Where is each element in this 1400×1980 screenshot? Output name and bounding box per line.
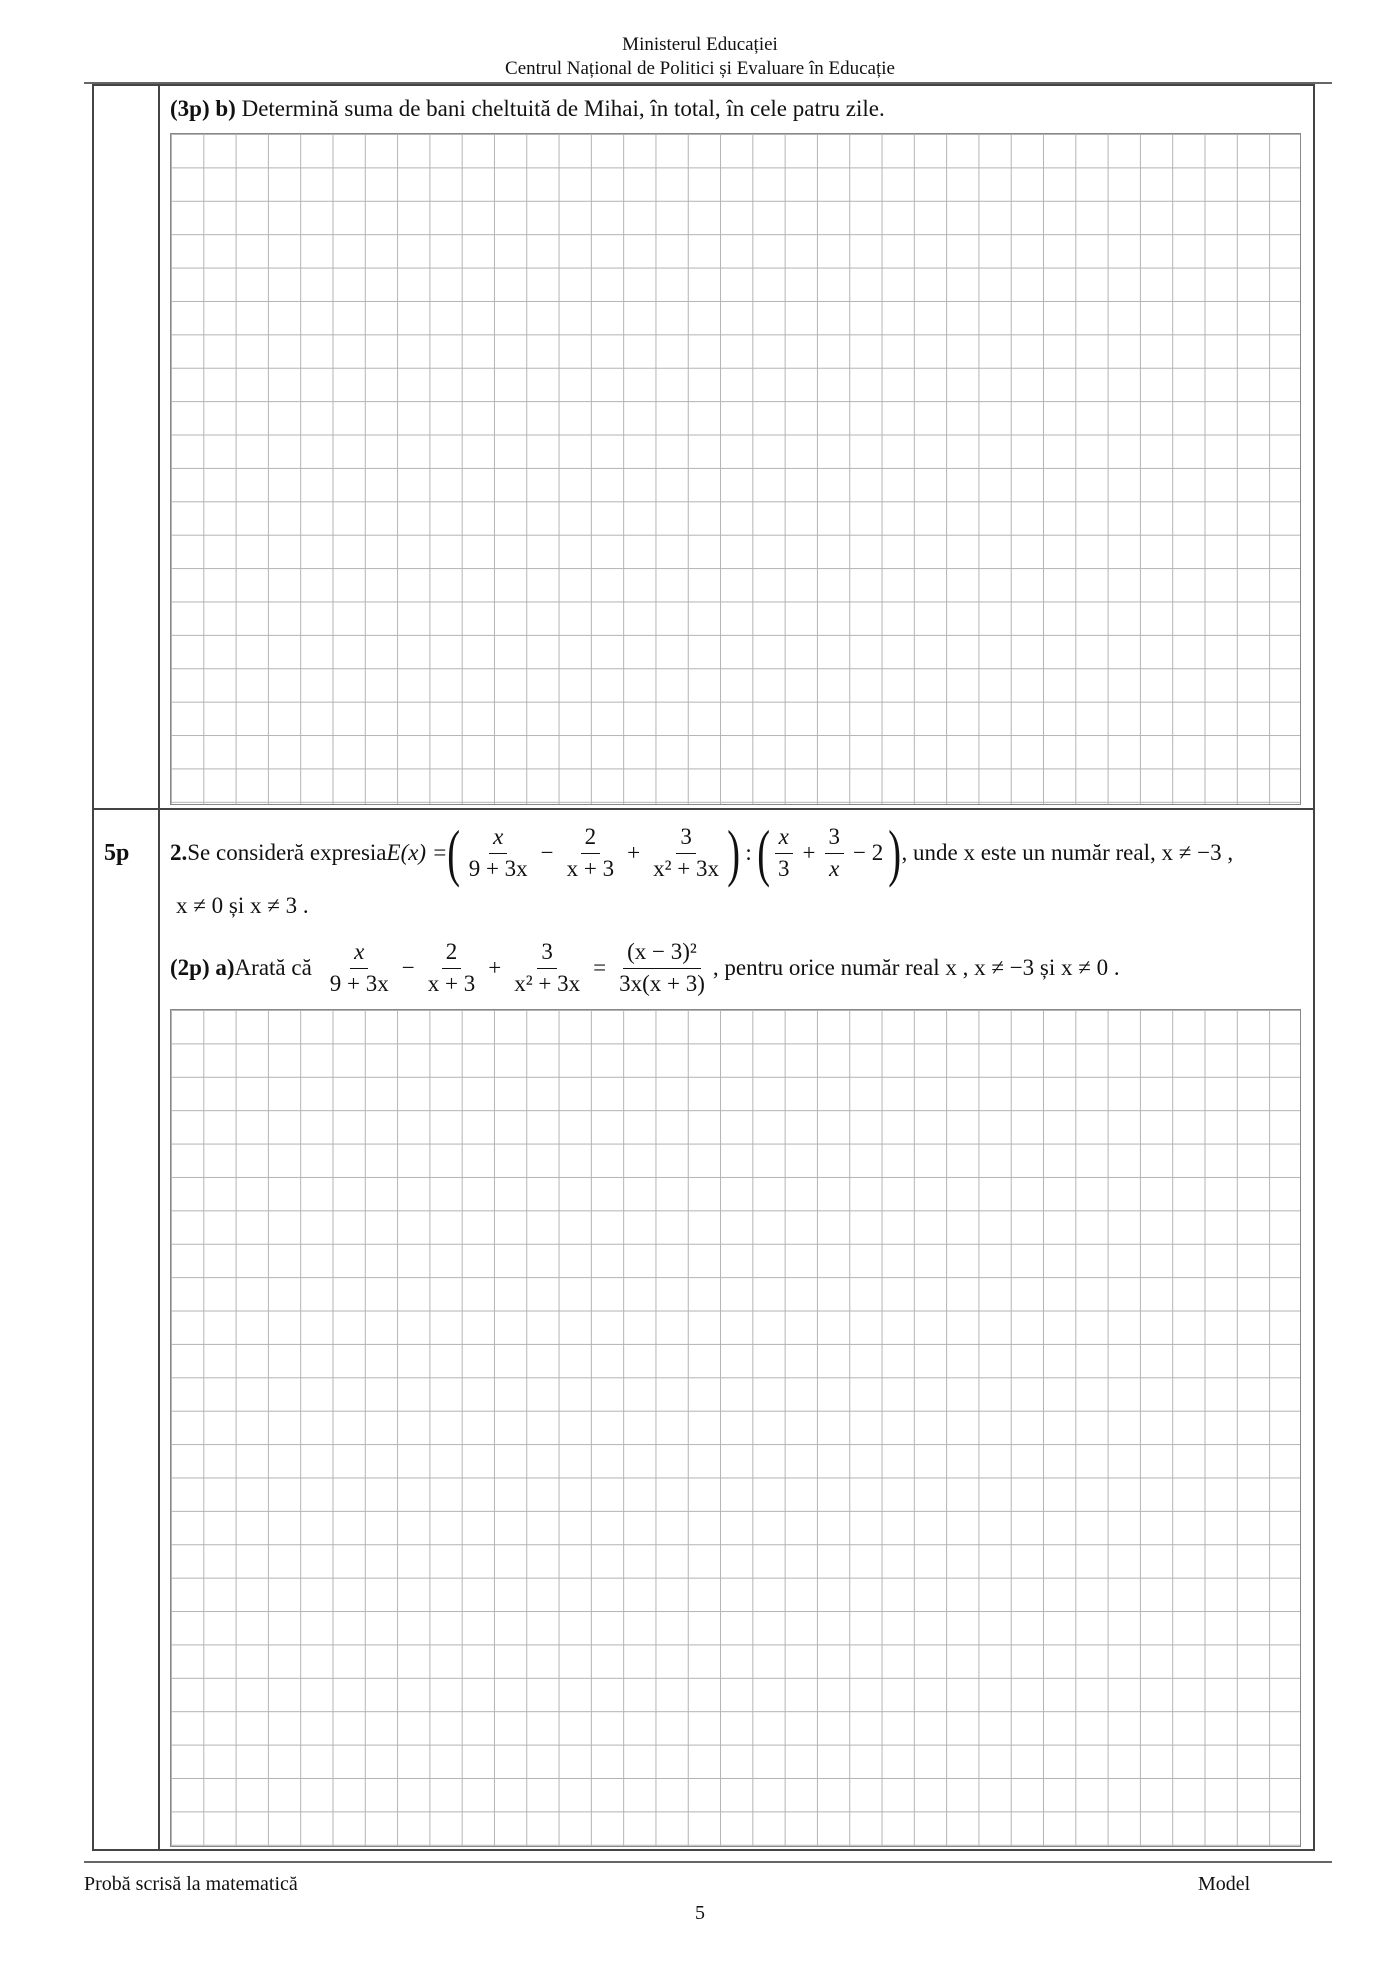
points-column-divider [158,86,160,808]
item-2a-statement [170,922,1120,1014]
fraction-2: $\frac{2}{x + 3}$ [566,824,615,881]
footer-rule [84,1861,1332,1863]
fraction-3: $\frac{3}{\text{x² + 3x}}$ [653,824,719,881]
item-1b-points: (3p) [170,96,210,121]
item-2-conditions: , unde x este un număr real, x ≠ −3 , [901,840,1234,865]
left-paren: ( [447,817,461,888]
footer-model-label: Model [1198,1873,1251,1895]
answer-grid-1b[interactable] [170,133,1301,805]
item-1b-text: Determină suma de bani cheltuită de Mihai, în total, în cele patru zile. [235,96,885,121]
fraction-1: $\frac{x}{9 + 3x}$ [468,824,528,881]
expression-lhs: E(x) = [386,840,448,865]
item-2-number: 2. [170,840,188,865]
fraction-5: $\frac{3}{x}$ [825,825,845,880]
item-2-intro: Se consideră expresia [187,840,387,865]
item-2-conditions-line2: x ≠ 0 și x ≠ 3 . [176,893,309,918]
identity-2a: $\frac{x}{9 + 3x}$ − $\frac{2}{x + 3}$ + $\frac{3}{\text{x² + 3x}}$ = $\frac{\text{(x − 3)²}}{3x(x + 3)}$ [322,940,713,995]
item-2a-letter: a) [215,955,235,980]
item-1b-letter: b) [215,96,236,121]
item-2a-points: (2p) [170,955,210,980]
item-2-points: 5p [104,840,130,866]
header-center: Centrul Național de Politici și Evaluare în Educație [505,58,895,79]
left-paren: ( [756,817,770,888]
page-number: 5 [695,1902,705,1924]
footer-exam-title: Probă scrisă la matematică [84,1873,298,1895]
right-paren: ) [727,817,741,888]
expression-E: E(x) = ( $\frac{x}{9 + 3x}$ − $\frac{2}{x + 3}$ + $\frac{3}{\text{x² + 3x}}$ ) : ( $\frac{x}{3}$ + $\frac{3}{x}$ − 2 ) [386,817,902,888]
item-2a-conditions: , pentru orice număr real x , x ≠ −3 și x ≠ 0 . [712,955,1120,980]
right-paren: ) [888,817,902,888]
fraction-4: $\frac{x}{3}$ [774,825,794,880]
rhs-fraction: $\frac{\text{(x − 3)²}}{3x(x + 3)}$ [619,939,705,996]
item-2-statement [170,808,1233,898]
points-column-divider [158,810,160,1849]
item-1b-statement [170,96,885,122]
answer-grid-2a[interactable] [170,1009,1301,1847]
header-ministry: Ministerul Educației [622,34,778,55]
item-2a-text: Arată că [234,955,312,980]
